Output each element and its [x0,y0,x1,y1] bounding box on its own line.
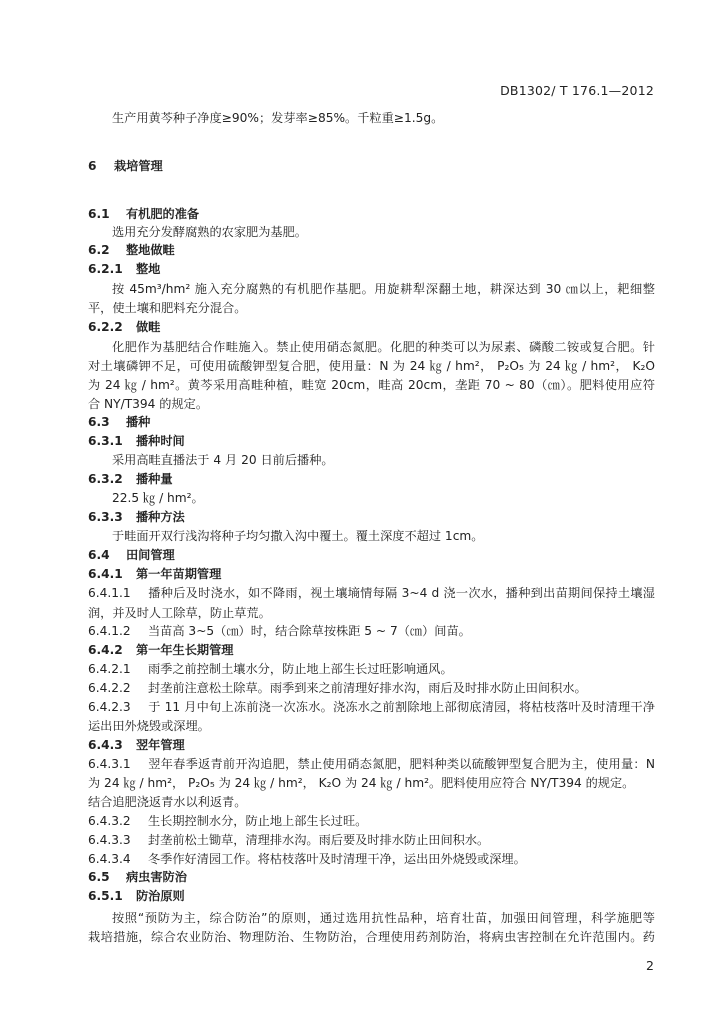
section-number: 6.4 [88,548,110,562]
body-text: 22.5 ㎏ / hm²。 [112,491,204,505]
clause-number: 6.4.2.3 [88,700,131,714]
section-title: 播种时间 [136,434,185,448]
section-title: 第一年生长期管理 [136,643,234,657]
clause-body: 生长期控制水分，防止地上部生长过旺。 [148,814,368,828]
section-heading [88,433,185,449]
clause-text [88,813,367,829]
body-text: 平，使土壤和肥料充分混合。 [88,301,247,315]
section-heading [88,509,185,525]
section-title: 整地 [136,262,161,276]
clause-number: 6.4.2.2 [88,681,131,695]
section-heading [88,471,173,487]
section-number: 6.3.2 [88,472,123,486]
section-number: 6.3.3 [88,510,123,524]
body-text: 选用充分发酵腐熟的农家肥为基肥。 [112,225,307,239]
body-text: 为 24 ㎏ / hm²， P₂O₅ 为 24 ㎏ / hm²， K₂O 为 24 ㎏ / hm²。肥料使用应符合 NY/T394 的规定。 [88,776,635,790]
clause-body: 封垄前注意松土除草。雨季到来之前清理好排水沟，雨后及时排水防止田间积水。 [148,681,587,695]
section-number: 6.3.1 [88,434,123,448]
body-text: 运出田外烧毁或深埋。 [88,719,210,733]
body-text: 生产用黄芩种子净度≥90%；发芽率≥85%。千粒重≥1.5g。 [112,111,444,125]
section-title: 病虫害防治 [126,870,187,884]
section-heading [88,737,185,753]
section-title: 防治原则 [136,889,185,903]
section-heading [88,642,234,658]
section-heading [88,242,175,258]
section-number: 6.2.2 [88,320,123,334]
clause-text [88,680,587,696]
clause-text [88,623,471,639]
body-text: 对土壤磷钾不足，可使用硫酸钾型复合肥，使用量：N 为 24 ㎏ / hm²， P₂O₅ 为 24 ㎏ / hm²， K₂O [88,359,655,373]
clause-body: 播种后及时浇水，如不降雨，视土壤墒情每隔 3~4 d 浇一次水，播种到出苗期间保持土壤湿 [148,586,655,600]
body-text: 栽培措施，综合农业防治、物理防治、生物防治，合理使用药剂防治，将病虫害控制在允许范围内。药 [88,930,655,944]
section-number: 6.4.2 [88,643,123,657]
body-text: 按照“预防为主，综合防治”的原则，通过选用抗性品种，培育壮苗，加强田间管理，科学施肥等 [112,911,655,925]
clause-text [88,756,655,772]
section-title: 翌年管理 [136,738,185,752]
clause-number: 6.4.2.1 [88,662,131,676]
section-title: 播种 [126,415,151,429]
body-text: 润，并及时人工除草，防止草荒。 [88,606,271,620]
section-heading [88,158,163,174]
section-number: 6.5.1 [88,889,123,903]
section-number: 6.2.1 [88,262,123,276]
section-number: 6.3 [88,415,110,429]
body-text: 合 NY/T394 的规定。 [88,397,209,411]
page-number: 2 [646,958,654,973]
section-heading [88,547,175,563]
clause-text [88,699,655,715]
section-heading [88,261,160,277]
section-title: 有机肥的准备 [126,207,200,221]
body-text: 采用高畦直播法于 4 月 20 日前后播种。 [112,453,334,467]
section-heading [88,888,185,904]
section-heading [88,566,221,582]
body-text: 结合追肥浇返青水以利返青。 [88,795,247,809]
clause-number: 6.4.3.3 [88,833,131,847]
body-text: 按 45m³/hm² 施入充分腐熟的有机肥作基肥。用旋耕犁深翻土地，耕深达到 30 ㎝以上，耙细整 [112,282,655,296]
section-title: 田间管理 [126,548,175,562]
document-id-header: DB1302/ T 176.1—2012 [500,83,654,98]
clause-text [88,661,453,677]
section-number: 6.2 [88,243,110,257]
section-number: 6.1 [88,207,110,221]
clause-body: 封垄前松土锄草，清理排水沟。雨后要及时排水防止田间积水。 [148,833,490,847]
section-heading [88,319,160,335]
clause-number: 6.4.3.2 [88,814,131,828]
clause-body: 翌年春季返青前开沟追肥，禁止使用硝态氮肥，肥料种类以硫酸钾型复合肥为主，使用量：N [148,757,655,771]
body-text: 为 24 ㎏ / hm²。黄芩采用高畦种植，畦宽 20cm，畦高 20cm，垄距 70 ~ 80（㎝）。肥料使用应符 [88,378,655,392]
clause-text [88,585,655,601]
clause-body: 于 11 月中旬上冻前浇一次冻水。浇冻水之前割除地上部彻底清园，将枯枝落叶及时清理干净 [148,700,655,714]
section-number: 6 [88,159,97,173]
clause-number: 6.4.3.1 [88,757,131,771]
clause-body: 冬季作好清园工作。将枯枝落叶及时清理干净，运出田外烧毁或深埋。 [148,852,526,866]
section-number: 6.4.3 [88,738,123,752]
section-title: 播种量 [136,472,173,486]
clause-number: 6.4.1.1 [88,586,131,600]
clause-body: 雨季之前控制土壤水分，防止地上部生长过旺影响通风。 [148,662,453,676]
clause-number: 6.4.1.2 [88,624,131,638]
clause-number: 6.4.3.4 [88,852,131,866]
section-title: 栽培管理 [114,159,163,173]
section-title: 整地做畦 [126,243,175,257]
section-heading [88,869,187,885]
body-text: 于畦面开双行浅沟将种子均匀撒入沟中覆土。覆土深度不超过 1cm。 [112,529,484,543]
clause-text [88,832,489,848]
section-heading [88,206,199,222]
section-number: 6.4.1 [88,567,123,581]
section-number: 6.5 [88,870,110,884]
clause-text [88,851,526,867]
body-text: 化肥作为基肥结合作畦施入。禁止使用硝态氮肥。化肥的种类可以为尿素、磷酸二铵或复合肥。针 [112,340,655,354]
section-title: 第一年苗期管理 [136,567,222,581]
section-title: 播种方法 [136,510,185,524]
section-title: 做畦 [136,320,161,334]
section-heading [88,414,150,430]
clause-body: 当苗高 3~5（㎝）时，结合除草按株距 5 ~ 7（㎝）间苗。 [148,624,471,638]
